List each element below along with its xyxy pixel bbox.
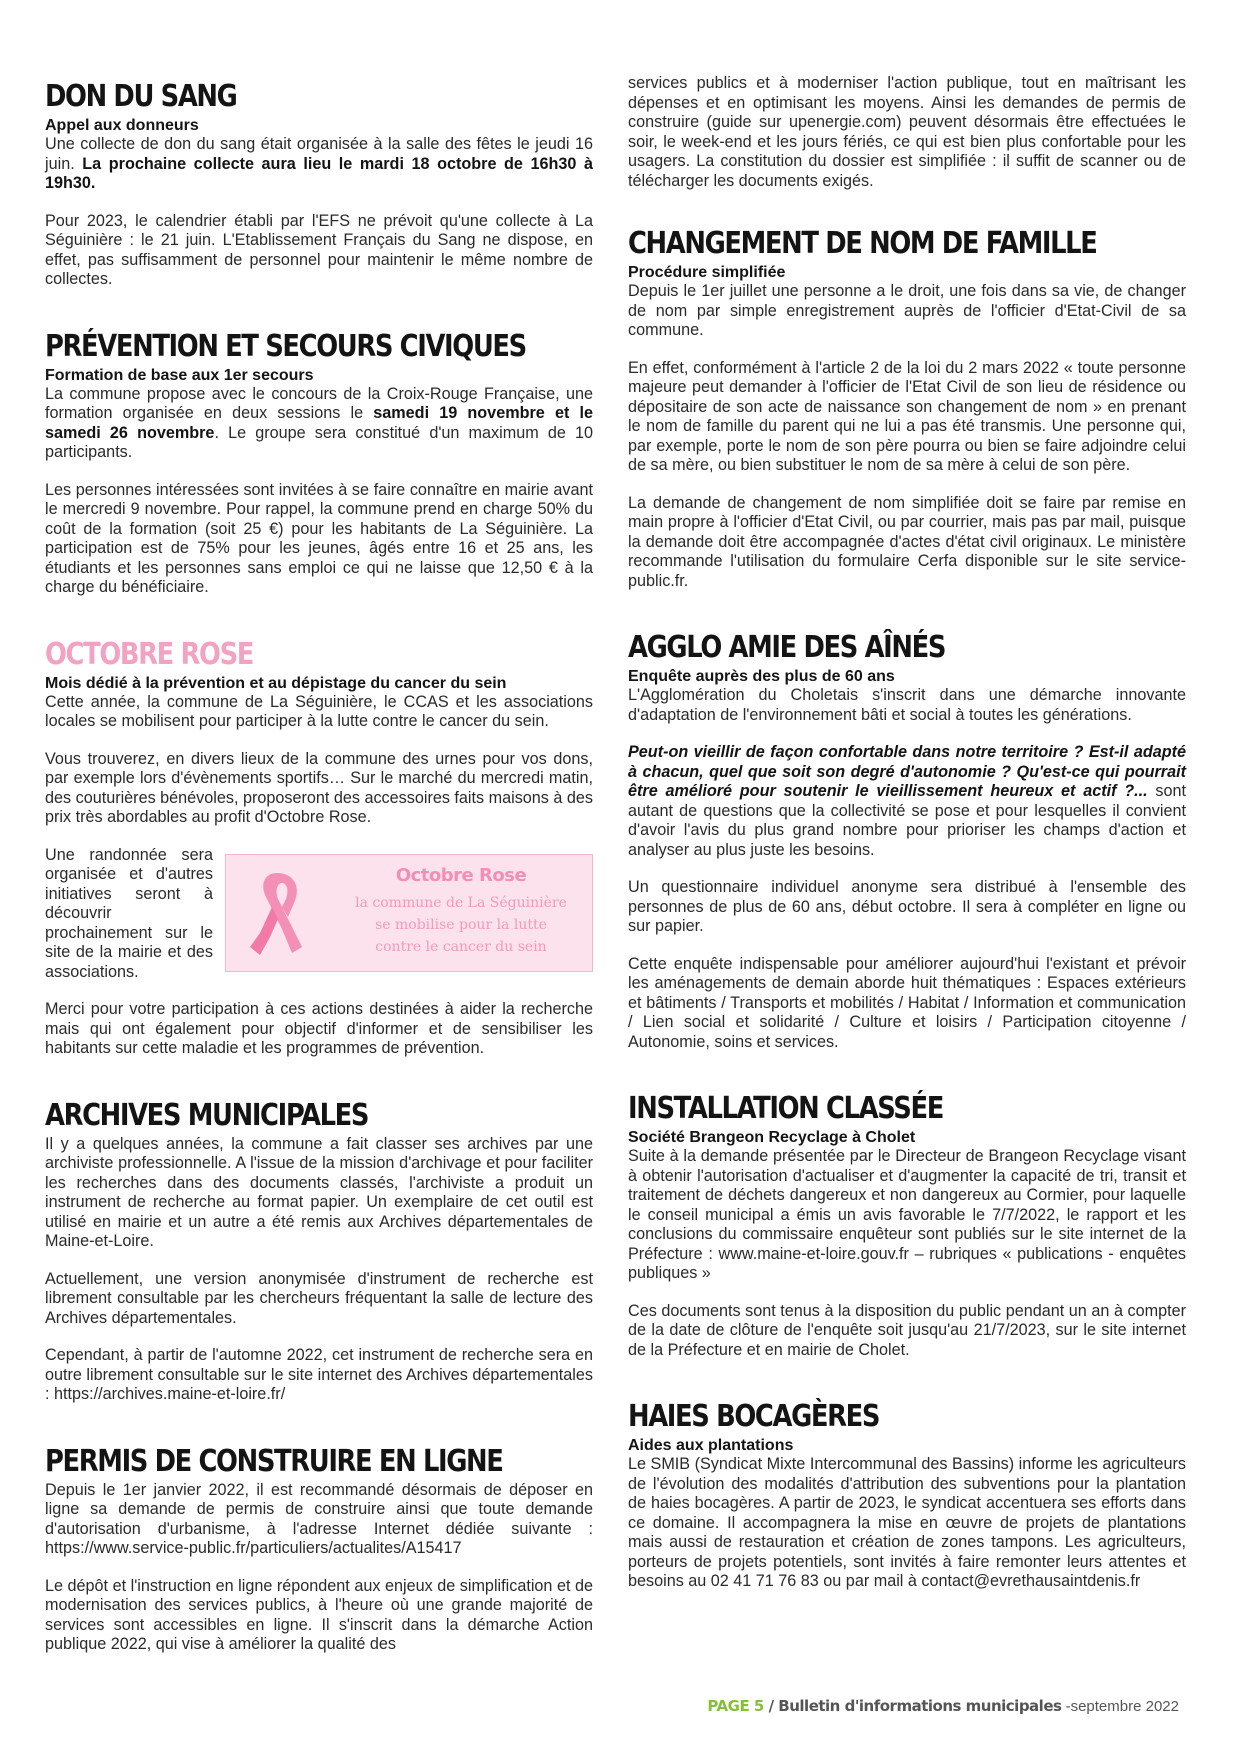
article-title: HAIES BOCAGÈRES [628, 1399, 880, 1434]
article-title: AGGLO AMIE DES AÎNÉS [628, 630, 946, 665]
article-paragraph [45, 385, 593, 463]
article-paragraph: Les personnes intéressées sont invitées à se faire connaître en mairie avant le mercredi 9 novembre. Pour rappel, la commune prend en charge 50% du coût de la formation (soit 25 €) pour les habitants de La Séguinière. La participation est de 75% pour les jeunes, âgés entre 16 et 25 ans, les étudiants et les personnes sans emploi ce qui ne laisse que 12,50 € à la charge du bénéficiaire. [45, 480, 593, 596]
text-run: sont autant de questions que la collectivité se pose et pour lesquelles il convient d'avoir l'avis du plus grand nombre pour prioriser les champs d'action et analyser au plus juste les besoins. [628, 782, 1186, 859]
article-haies [628, 1400, 1186, 1592]
article-paragraph: Cette enquête indispensable pour améliorer aujourd'hui l'existant et prévoir les aménagements de demain aborde huit thématiques : Espaces extérieurs et bâtiments / Transports et mobilités / Habitat / Information et communication / Lien social et solidarité / Culture et loisirs / Participation citoyenne / Autonomie, soins et services. [628, 954, 1186, 1051]
article-permis [45, 1445, 593, 1655]
article-subtitle: Enquête auprès des plus de 60 ans [628, 668, 895, 685]
article-installation [628, 1092, 1186, 1360]
article-paragraph: Cette année, la commune de La Séguinière, le CCAS et les associations locales se mobilisent pour participer à la lutte contre le cancer du sein. [45, 692, 593, 730]
article-paragraph: services publics et à moderniser l'action publique, tout en maîtrisant les dépenses et en optimisant les moyens. Ainsi les demandes de permis de construire (guide sur upenergie.com) peuvent désormais être effectuées le soir, le week-end et les jours fériés, ce qui est bien plus confortable pour les usagers. La constitution du dossier est simplifiée : il suffit de scanner ou de télécharger les documents exigés. [628, 74, 1186, 190]
article-subtitle: Société Brangeon Recyclage à Cholet [628, 1129, 916, 1146]
article-octobre-rose [45, 638, 593, 1059]
article-paragraph: Une randonnée sera organisée et d'autres initiatives seront à découvrir prochainement sur le site de la mairie et des associations. [45, 845, 213, 981]
article-paragraph: L'Agglomération du Choletais s'inscrit dans une démarche innovante d'adaptation de l'environnement bâti et social à toutes les générations. [628, 686, 1186, 724]
article-title: PRÉVENTION ET SECOURS CIVIQUES [45, 328, 526, 364]
article-paragraph: Ces documents sont tenus à la disposition du public pendant un an à compter de la date de clôture de l'enquête soit jusqu'au 21/7/2023, sur le site internet de la Préfecture et en mairie de Cholet. [628, 1301, 1186, 1359]
bulletin-title: Bulletin d'informations municipales [778, 1697, 1062, 1715]
pink-ribbon-icon [242, 867, 312, 959]
article-subtitle: Procédure simplifiée [628, 264, 786, 281]
banner-line: se mobilise pour la lutte [375, 916, 547, 933]
article-title: OCTOBRE ROSE [45, 636, 254, 672]
article-title: PERMIS DE CONSTRUIRE EN LIGNE [45, 1443, 503, 1479]
text-run: La commune propose avec le concours de la Croix-Rouge Française, une formation organisée en deux sessions le [45, 384, 593, 422]
article-permis-continued [628, 74, 1186, 191]
article-paragraph: La demande de changement de nom simplifiée doit se faire par remise en main propre à l'officier d'Etat Civil, ou par courrier, mais pas par mail, puisque la demande doit être accompagnée d'actes d'état civil originaux. Le ministère recommande l'utilisation du formulaire Cerfa disponible sur le site service-public.fr. [628, 493, 1186, 590]
bulletin-date: -septembre 2022 [1061, 1698, 1179, 1715]
article-title: ARCHIVES MUNICIPALES [45, 1097, 369, 1133]
article-paragraph [45, 135, 593, 194]
article-paragraph: Suite à la demande présentée par le Directeur de Brangeon Recyclage visant à obtenir l'autorisation d'actualiser et d'augmenter la capacité de tri, transit et traitement de déchets dangereux et non dangereux au Cormier, pour laquelle le conseil municipal a émis un avis favorable le 7/7/2022, le rapport et les conclusions du commissaire enquêteur sont publiés sur le site internet de la Préfecture : www.maine-et-loire.gouv.fr – rubriques « publications - enquêtes publiques » [628, 1147, 1186, 1282]
octobre-rose-banner [225, 854, 593, 972]
left-column [45, 74, 593, 1695]
footer-separator: / [763, 1697, 779, 1715]
article-paragraph: Depuis le 1er juillet une personne a le droit, une fois dans sa vie, de changer de nom par simple enregistrement auprès de l'officier d'Etat-Civil de sa commune. [628, 282, 1186, 339]
article-paragraph: Actuellement, une version anonymisée d'instrument de recherche est librement consultable par les chercheurs fréquentant la salle de lecture des Archives départementales. [45, 1269, 593, 1327]
italic-question: Peut-on vieillir de façon confortable dans notre territoire ? Est-il adapté à chacun, quel que soit son degré d'autonomie ? Qu'est-ce qui pourrait être amélioré pour soutenir le vieillissement heureux et actif ?... [628, 743, 1186, 800]
article-paragraph: Cependant, à partir de l'automne 2022, cet instrument de recherche sera en outre librement consultable sur le site internet des Archives départementales : https://archives.maine-et-loire.fr/ [45, 1346, 593, 1403]
banner-line: la commune de La Séguinière [355, 894, 567, 911]
article-paragraph: Il y a quelques années, la commune a fait classer ses archives par une archiviste professionnelle. A l'issue de la mission d'archivage et pour faciliter les recherches dans des documents classés, l'archiviste a produit un instrument de recherche au format papier. Un exemplaire de cet outil est utilisé en mairie et un autre a été remis aux Archives départementales de Maine-et-Loire. [45, 1134, 593, 1250]
article-prevention [45, 330, 593, 598]
article-title: CHANGEMENT DE NOM DE FAMILLE [628, 226, 1097, 261]
banner-line: contre le cancer du sein [375, 938, 547, 955]
article-title: DON DU SANG [45, 79, 237, 114]
article-paragraph [628, 743, 1186, 860]
article-title: INSTALLATION CLASSÉE [628, 1091, 943, 1126]
page-footer [707, 1697, 1179, 1715]
banner-title: Octobre Rose [395, 864, 527, 886]
article-changement-nom [628, 227, 1186, 591]
text-run: Une collecte de don du sang était organisée à la salle des fêtes le jeudi 16 juin. [45, 135, 593, 173]
article-subtitle: Formation de base aux 1er secours [45, 366, 314, 384]
article-subtitle: Appel aux donneurs [45, 117, 199, 134]
randonnee-block [45, 846, 593, 983]
banner-text [336, 865, 586, 958]
right-column [628, 74, 1186, 1632]
article-subtitle: Aides aux plantations [628, 1437, 794, 1454]
article-paragraph: Le dépôt et l'instruction en ligne répondent aux enjeux de simplification et de modernisation des services publics, à l'heure où une grande majorité de services sont accessibles en ligne. Il s'inscrit dans la démarche Action publique 2022, qui vise à améliorer la qualité des [45, 1576, 593, 1653]
article-paragraph: En effet, conformément à l'article 2 de la loi du 2 mars 2022 « toute personne majeure peut demander à l'officier de l'Etat Civil de son lieu de résidence ou dépositaire de son acte de naissance son changement de nom » en prenant le nom de famille du parent qui ne lui a pas été transmis. Une personne qui, par exemple, porte le nom de son père pourra ou bien se faire adjoindre celui de sa mère, ou bien substituer le nom de sa mère à celui de son père. [628, 358, 1186, 474]
bold-text-run: La prochaine collecte aura lieu le mardi 18 octobre de 16h30 à 19h30. [45, 154, 593, 192]
article-agglo [628, 631, 1186, 1052]
text-run: . Le groupe sera constitué d'un maximum de 10 participants. [45, 423, 593, 461]
article-paragraph: Merci pour votre participation à ces actions destinées à aider la recherche mais qui ont également pour objectif d'informer et de sensibiliser les habitants sur cette maladie et les programmes de prévention. [45, 1000, 593, 1057]
article-paragraph: Vous trouverez, en divers lieux de la commune des urnes pour vos dons, par exemple lors d'évènements sportifs… Sur le marché du mercredi matin, des couturières bénévoles, proposeront des accessoires faits maisons à des prix très abordables au profit d'Octobre Rose. [45, 749, 593, 826]
page-number: PAGE 5 [707, 1697, 764, 1715]
article-archives [45, 1099, 593, 1405]
article-paragraph: Le SMIB (Syndicat Mixte Intercommunal des Bassins) informe les agriculteurs de l'évolution des modalités d'attribution des subventions pour la plantation de haies bocagères. A partir de 2023, le syndicat accentuera ses efforts dans ce domaine. Il accompagnera la mise en œuvre de projets de plantations mais aussi de restauration et création de zones tampons. Les agriculteurs, porteurs de projets potentiels, sont invités à faire remonter leurs attentes et besoins au 02 41 71 76 83 ou par mail à contact@evrethausaintdenis.fr [628, 1455, 1186, 1590]
article-paragraph: Pour 2023, le calendrier établi par l'EFS ne prévoit qu'une collecte à La Séguinière : le 21 juin. L'Etablissement Français du Sang ne dispose, en effet, pas suffisamment de personnel pour maintenir le même nombre de collectes. [45, 211, 593, 288]
bold-text-run: samedi 19 novembre et le samedi 26 novembre [45, 404, 594, 442]
article-don-du-sang [45, 80, 593, 290]
article-paragraph: Depuis le 1er janvier 2022, il est recommandé désormais de déposer en ligne sa demande de permis de construire ainsi que toute demande d'autorisation d'urbanisme, à l'adresse Internet dédiée suivante : https://www.service-public.fr/particuliers/actualites/A15417 [45, 1480, 593, 1557]
article-paragraph: Un questionnaire individuel anonyme sera distribué à l'ensemble des personnes de plus de 60 ans, début octobre. Il sera à compléter en ligne ou sur papier. [628, 878, 1186, 935]
article-subtitle: Mois dédié à la prévention et au dépistage du cancer du sein [45, 674, 507, 692]
